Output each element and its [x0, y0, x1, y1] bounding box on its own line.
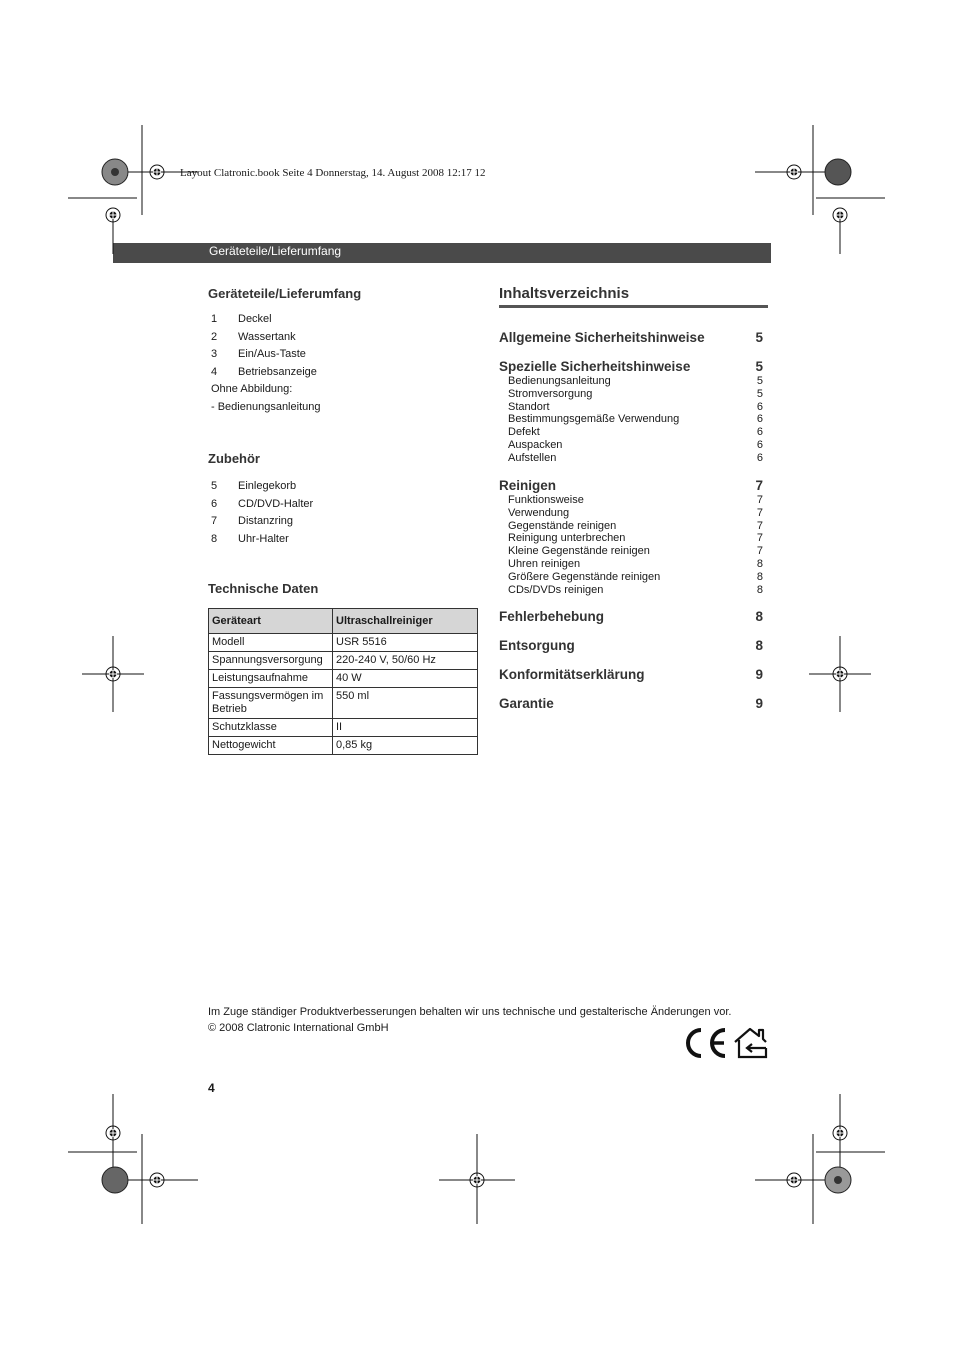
list-item: 2 Wassertank: [211, 330, 296, 343]
table-cell: 40 W: [333, 670, 478, 688]
toc-subentry[interactable]: Bedienungsanleitung 5: [508, 375, 763, 387]
list-item: 6 CD/DVD-Halter: [211, 497, 314, 510]
table-cell: Schutzklasse: [209, 719, 333, 737]
table-cell: Modell: [209, 634, 333, 652]
list-item: 4 Betriebsanzeige: [211, 365, 317, 378]
toc-subentry[interactable]: Uhren reinigen 8: [508, 557, 763, 570]
toc-subentry[interactable]: Funktionsweise 7: [508, 494, 763, 506]
toc-subentry[interactable]: Größere Gegenstände reinigen 8: [508, 570, 763, 583]
footer-notice: Im Zuge ständiger Produktverbesserungen behalten wir uns technische und gestalterische Änderungen vor.: [208, 1006, 732, 1018]
table-cell: Fassungsvermögen im Betrieb: [209, 688, 333, 719]
toc-subentry[interactable]: Verwendung 7: [508, 506, 763, 519]
toc-entry[interactable]: Fehlerbehebung 8: [499, 609, 763, 624]
table-cell: Leistungsaufnahme: [209, 670, 333, 688]
toc-subentry[interactable]: Reinigung unterbrechen 7: [508, 532, 763, 545]
accessories-title: Zubehör: [208, 451, 260, 466]
table-cell: 0,85 kg: [333, 737, 478, 755]
list-item: 7 Distanzring: [211, 515, 294, 527]
toc-subentry[interactable]: Stromversorgung 5: [508, 387, 763, 400]
not-shown-item: - Bedienungsanleitung: [211, 400, 321, 413]
toc-title: Inhaltsverzeichnis: [499, 285, 630, 302]
color-wheel-icon: [825, 159, 851, 185]
toc-subentry[interactable]: Bestimmungsgemäße Verwendung 6: [508, 413, 763, 426]
footer-copyright: © 2008 Clatronic International GmbH: [208, 1022, 389, 1034]
list-item: 5 Einlegekorb: [211, 480, 297, 492]
toc-subentry[interactable]: Gegenstände reinigen 7: [508, 519, 763, 532]
toc-subentry[interactable]: Kleine Gegenstände reinigen 7: [508, 545, 763, 558]
toc-entry[interactable]: Spezielle Sicherheitshinweise 5 Bedienungsanleitung 5 Stromversorgung 5 Standort 6 Bestimmungsgemäße Verwendung 6 Defekt 6 Auspacken 6 Aufstellen 6: [499, 359, 763, 464]
table-cell: II: [333, 719, 478, 737]
table-cell: USR 5516: [333, 634, 478, 652]
section-header-label: Geräteteile/Lieferumfang: [209, 244, 342, 258]
print-info: Layout Clatronic.book Seite 4 Donnerstag, 14. August 2008 12:17 12: [180, 167, 486, 179]
toc-subentry[interactable]: CDs/DVDs reinigen 8: [508, 583, 763, 596]
list-item: 8 Uhr-Halter: [211, 532, 289, 545]
table-cell: 220-240 V, 50/60 Hz: [333, 652, 478, 670]
color-wheel-icon: [102, 1167, 128, 1193]
color-wheel-icon: [102, 159, 128, 185]
toc-subentry[interactable]: Standort 6: [508, 400, 763, 413]
toc-subentry[interactable]: Aufstellen 6: [508, 451, 763, 464]
toc-entry[interactable]: Garantie 9: [499, 696, 763, 711]
specs-title: Technische Daten: [208, 581, 319, 596]
toc-entry[interactable]: Allgemeine Sicherheitshinweise 5: [499, 330, 763, 345]
toc-entry[interactable]: Entsorgung 8: [499, 638, 763, 653]
list-item: 3 Ein/Aus-Taste: [211, 348, 306, 360]
table-header-cell: Ultraschallreiniger: [333, 609, 478, 634]
toc-entry[interactable]: Reinigen 7 Funktionsweise 7 Verwendung 7 Gegenstände reinigen 7 Reinigung unterbrechen 7 Kleine Gegenstände reinigen 7 Uhren reinigen 8 Größere Gegenstände reinigen 8 CDs/DVDs reinigen 8: [499, 478, 763, 596]
toc-subentry[interactable]: Defekt 6: [508, 426, 763, 439]
not-shown-label: Ohne Abbildung:: [211, 383, 293, 395]
parts-title: Geräteteile/Lieferumfang: [208, 286, 362, 301]
list-item: 1 Deckel: [211, 313, 272, 325]
table-cell: Nettogewicht: [209, 737, 333, 755]
toc-entry[interactable]: Konformitätserklärung 9: [499, 667, 763, 682]
table-header-cell: Geräteart: [209, 609, 333, 634]
table-cell: Spannungsversorgung: [209, 652, 333, 670]
toc-subentry[interactable]: Auspacken 6: [508, 438, 763, 451]
page-number: 4: [208, 1081, 215, 1095]
color-wheel-icon: [825, 1167, 851, 1193]
table-cell: 550 ml: [333, 688, 478, 719]
